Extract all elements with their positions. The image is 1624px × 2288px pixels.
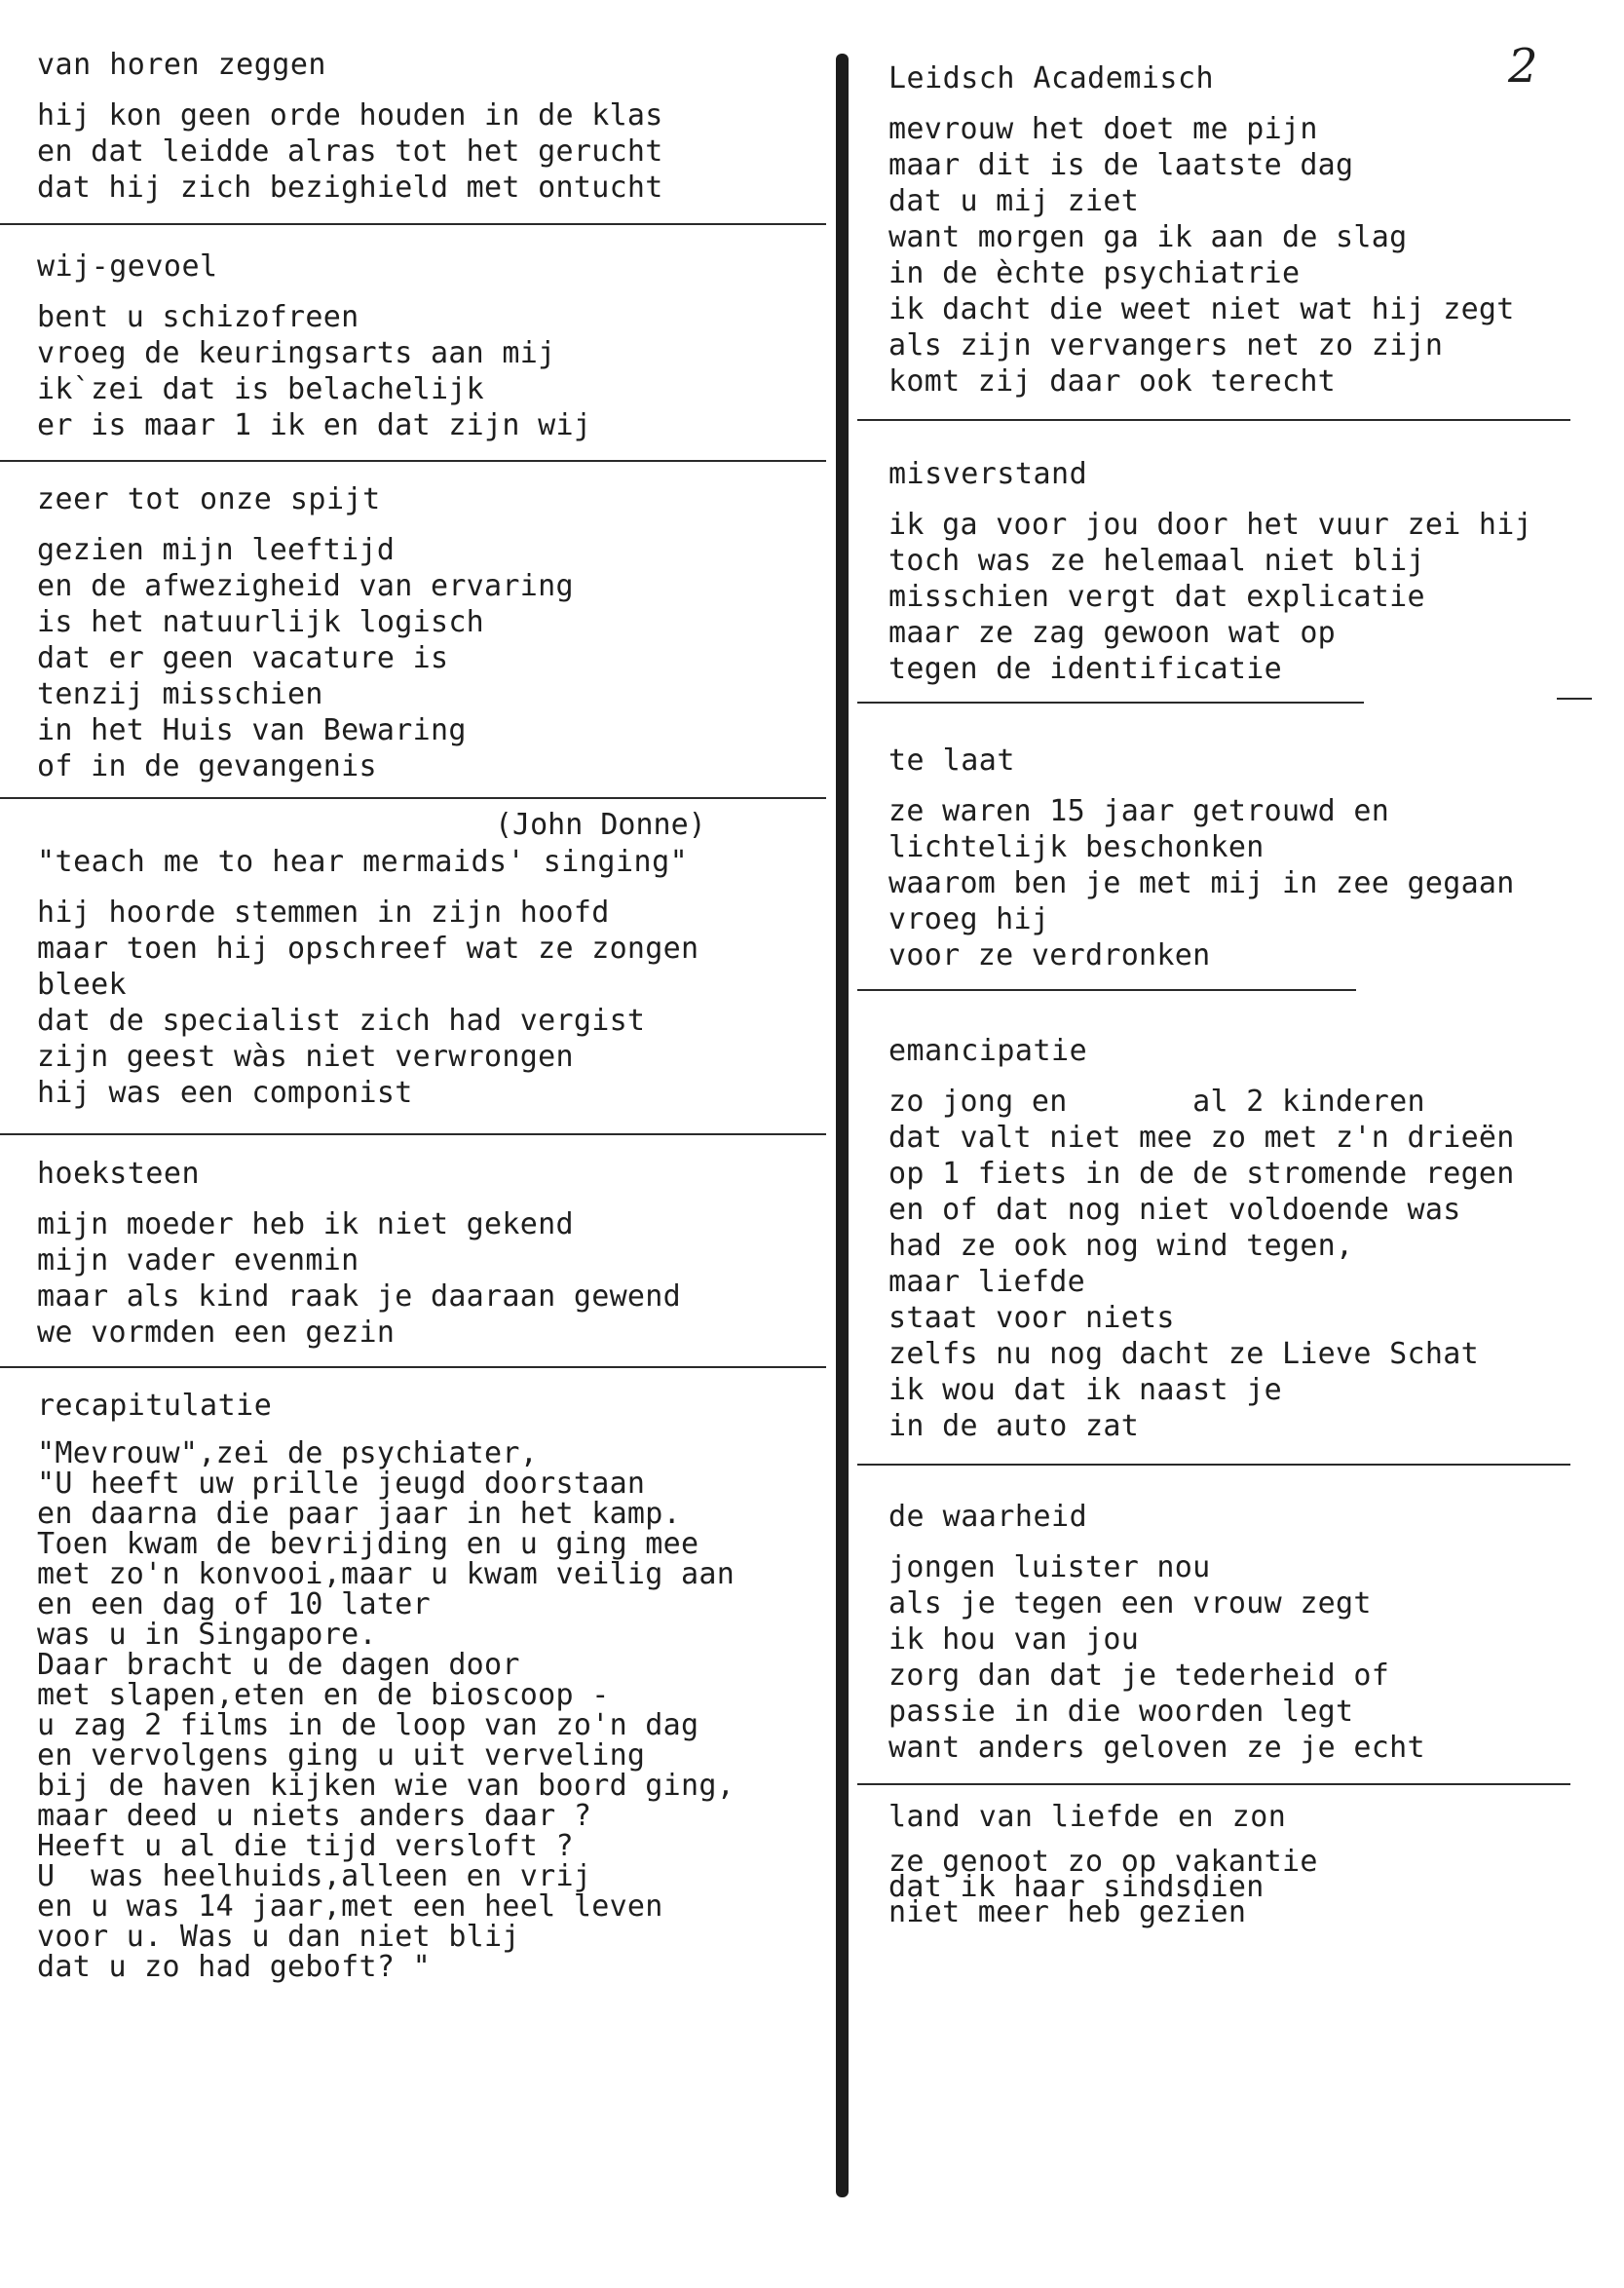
poem-line: komt zij daar ook terecht: [888, 364, 1337, 399]
poem-line: mijn vader evenmin: [37, 1243, 359, 1277]
poem-line: en een dag of 10 later: [37, 1587, 431, 1621]
poem-emancipatie: [888, 1033, 1515, 1444]
poem-line: dat de specialist zich had vergist: [37, 1004, 646, 1038]
poem-lines: [888, 111, 1515, 400]
poem-line: ik hou van jou: [888, 1622, 1140, 1657]
poem-lines: [888, 1845, 1318, 1929]
poem-line: ik dacht die weet niet wat hij zegt: [888, 292, 1515, 326]
poem-line: want morgen ga ik aan de slag: [888, 220, 1408, 254]
poem-line: dat u zo had geboft? ": [37, 1950, 431, 1984]
poem-misverstand: [888, 456, 1532, 687]
poem-lines: [37, 1206, 681, 1351]
poem-line: dat er geen vacature is: [37, 641, 449, 675]
poem-line: maar dit is de laatste dag: [888, 148, 1354, 182]
poem-van-horen-zeggen: [37, 47, 663, 206]
section-rule: [857, 1783, 1570, 1785]
poem-line: maar liefde: [888, 1265, 1085, 1299]
poem-title: Leidsch Academisch: [888, 61, 1215, 95]
section-rule: [857, 419, 1570, 421]
poem-line: op 1 fiets in de de stromende regen: [888, 1157, 1515, 1191]
poem-line: er is maar 1 ik en dat zijn wij: [37, 408, 592, 442]
poem-line: tenzij misschien: [37, 677, 323, 711]
poem-line: met zo'n konvooi,maar u kwam veilig aan: [37, 1557, 736, 1591]
poem-line: dat u mij ziet: [888, 184, 1140, 218]
poem-lines: [888, 793, 1515, 973]
poem-zeer-tot-onze-spijt: [37, 481, 574, 784]
poem-line: U was heelhuids,alleen en vrij: [37, 1859, 592, 1893]
poem-title: emancipatie: [888, 1034, 1088, 1068]
poem-line: Daar bracht u de dagen door: [37, 1648, 520, 1682]
poem-line: mevrouw het doet me pijn: [888, 112, 1318, 146]
left-column: [37, 0, 831, 2288]
poem-line: dat hij zich bezighield met ontucht: [37, 171, 663, 205]
poem-line: mijn moeder heb ik niet gekend: [37, 1207, 574, 1241]
poem-line: staat voor niets: [888, 1301, 1175, 1335]
poem-hoeksteen: [37, 1156, 681, 1351]
poem-line: in de èchte psychiatrie: [888, 256, 1301, 290]
poem-line: hij kon geen orde houden in de klas: [37, 98, 663, 133]
poem-title: "teach me to hear mermaids' singing": [37, 845, 689, 879]
poem-line: misschien vergt dat explicatie: [888, 580, 1425, 614]
poem-line: bleek: [37, 968, 127, 1002]
poem-line: "U heeft uw prille jeugd doorstaan: [37, 1467, 646, 1501]
poem-line: waarom ben je met mij in zee gegaan: [888, 866, 1515, 900]
poem-lines: [37, 97, 663, 206]
poem-line: en de afwezigheid van ervaring: [37, 569, 574, 603]
section-rule: [0, 460, 826, 462]
poem-line: zijn geest wàs niet verwrongen: [37, 1040, 574, 1074]
poem-line: gezien mijn leeftijd: [37, 533, 396, 567]
poem-title: zeer tot onze spijt: [37, 482, 381, 516]
poem-lines: [888, 1549, 1425, 1766]
poem-line: ze waren 15 jaar getrouwd en: [888, 794, 1390, 828]
poem-line: bij de haven kijken wie van boord ging,: [37, 1769, 736, 1803]
poem-line: maar toen hij opschreef wat ze zongen: [37, 932, 699, 966]
section-rule: [0, 1366, 826, 1368]
poem-line: en vervolgens ging u uit verveling: [37, 1738, 646, 1773]
poem-line: is het natuurlijk logisch: [37, 605, 485, 639]
poem-line: voor u. Was u dan niet blij: [37, 1920, 520, 1954]
poem-line: ze genoot zo op vakantie: [888, 1845, 1318, 1879]
poem-line: had ze ook nog wind tegen,: [888, 1229, 1354, 1263]
poem-line: toch was ze helemaal niet blij: [888, 544, 1425, 578]
poem-title: hoeksteen: [37, 1157, 201, 1191]
poem-lines: [37, 1438, 735, 1982]
poem-line: dat valt niet mee zo met z'n drieën: [888, 1121, 1515, 1155]
poem-line: ik ga voor jou door het vuur zei hij: [888, 508, 1533, 542]
poem-line: in het Huis van Bewaring: [37, 713, 467, 747]
poem-title: wij-gevoel: [37, 249, 218, 284]
poem-line: voor ze verdronken: [888, 938, 1211, 972]
poem-line: en u was 14 jaar,met een heel leven: [37, 1889, 663, 1924]
poem-line: ik`zei dat is belachelijk: [37, 372, 485, 406]
section-rule: [857, 1464, 1570, 1466]
poem-line: zo jong en al 2 kinderen: [888, 1085, 1425, 1119]
poem-line: en daarna die paar jaar in het kamp.: [37, 1497, 682, 1531]
poem-line: "Mevrouw",zei de psychiater,: [37, 1436, 539, 1470]
poem-title: recapitulatie: [37, 1389, 273, 1423]
poem-teach-me-to-hear-mermaids-singing: [37, 807, 706, 1111]
section-rule: [1557, 698, 1592, 700]
poem-line: tegen de identificatie: [888, 652, 1282, 686]
poem-lines: [37, 299, 591, 443]
poem-line: als je tegen een vrouw zegt: [888, 1586, 1372, 1621]
poem-line: of in de gevangenis: [37, 749, 377, 783]
poem-line: dat ik haar sindsdien: [888, 1870, 1265, 1904]
poem-attribution: (John Donne): [495, 808, 706, 842]
poem-line: als zijn vervangers net zo zijn: [888, 328, 1444, 362]
section-rule: [857, 702, 1364, 704]
section-rule: [857, 989, 1356, 991]
poem-line: hij was een componist: [37, 1076, 413, 1110]
poem-title: te laat: [888, 744, 1015, 778]
section-rule: [0, 223, 826, 225]
poem-line: maar als kind raak je daaraan gewend: [37, 1279, 682, 1314]
poem-wij-gevoel: [37, 248, 591, 443]
section-rule: [0, 797, 826, 799]
poem-line: en dat leidde alras tot het gerucht: [37, 134, 663, 169]
poem-line: want anders geloven ze je echt: [888, 1731, 1425, 1765]
poem-leidsch-academisch: [888, 60, 1515, 400]
poem-lines: [37, 532, 574, 784]
poem-line: Heeft u al die tijd versloft ?: [37, 1829, 574, 1863]
poem-te-laat: [888, 743, 1515, 973]
poem-line: in de auto zat: [888, 1409, 1140, 1443]
poem-line: bent u schizofreen: [37, 300, 359, 334]
poem-title: misverstand: [888, 457, 1088, 491]
poem-line: maar deed u niets anders daar ?: [37, 1799, 592, 1833]
column-divider: [836, 54, 849, 2197]
poem-recapitulatie: [37, 1388, 735, 1982]
poem-line: zelfs nu nog dacht ze Lieve Schat: [888, 1337, 1479, 1371]
poem-line: Toen kwam de bevrijding en u ging mee: [37, 1527, 699, 1561]
poem-line: zorg dan dat je tederheid of: [888, 1659, 1390, 1693]
poem-line: we vormden een gezin: [37, 1316, 396, 1350]
poem-title: land van liefde en zon: [888, 1800, 1287, 1834]
poem-title: van horen zeggen: [37, 48, 326, 82]
poem-lines: [888, 507, 1532, 687]
poem-line: niet meer heb gezien: [888, 1895, 1247, 1929]
poem-de-waarheid: [888, 1499, 1425, 1766]
section-rule: [0, 1133, 826, 1135]
poem-line: ik wou dat ik naast je: [888, 1373, 1282, 1407]
poem-title: de waarheid: [888, 1500, 1088, 1534]
poem-line: passie in die woorden legt: [888, 1695, 1354, 1729]
right-column: [888, 0, 1609, 2288]
poem-line: hij hoorde stemmen in zijn hoofd: [37, 896, 610, 930]
poem-line: vroeg hij: [888, 902, 1050, 936]
poem-line: en of dat nog niet voldoende was: [888, 1193, 1461, 1227]
poem-line: maar ze zag gewoon wat op: [888, 616, 1337, 650]
poem-line: was u in Singapore.: [37, 1618, 377, 1652]
poem-land-van-liefde-en-zon: [888, 1799, 1318, 1929]
poem-line: met slapen,eten en de bioscoop -: [37, 1678, 610, 1712]
page-number: 2: [1508, 39, 1538, 94]
poem-line: u zag 2 films in de loop van zo'n dag: [37, 1708, 699, 1742]
poem-lines: [888, 1084, 1515, 1444]
poem-line: vroeg de keuringsarts aan mij: [37, 336, 556, 370]
poem-line: jongen luister nou: [888, 1550, 1211, 1584]
poem-line: lichtelijk beschonken: [888, 830, 1265, 864]
poem-lines: [37, 895, 706, 1111]
